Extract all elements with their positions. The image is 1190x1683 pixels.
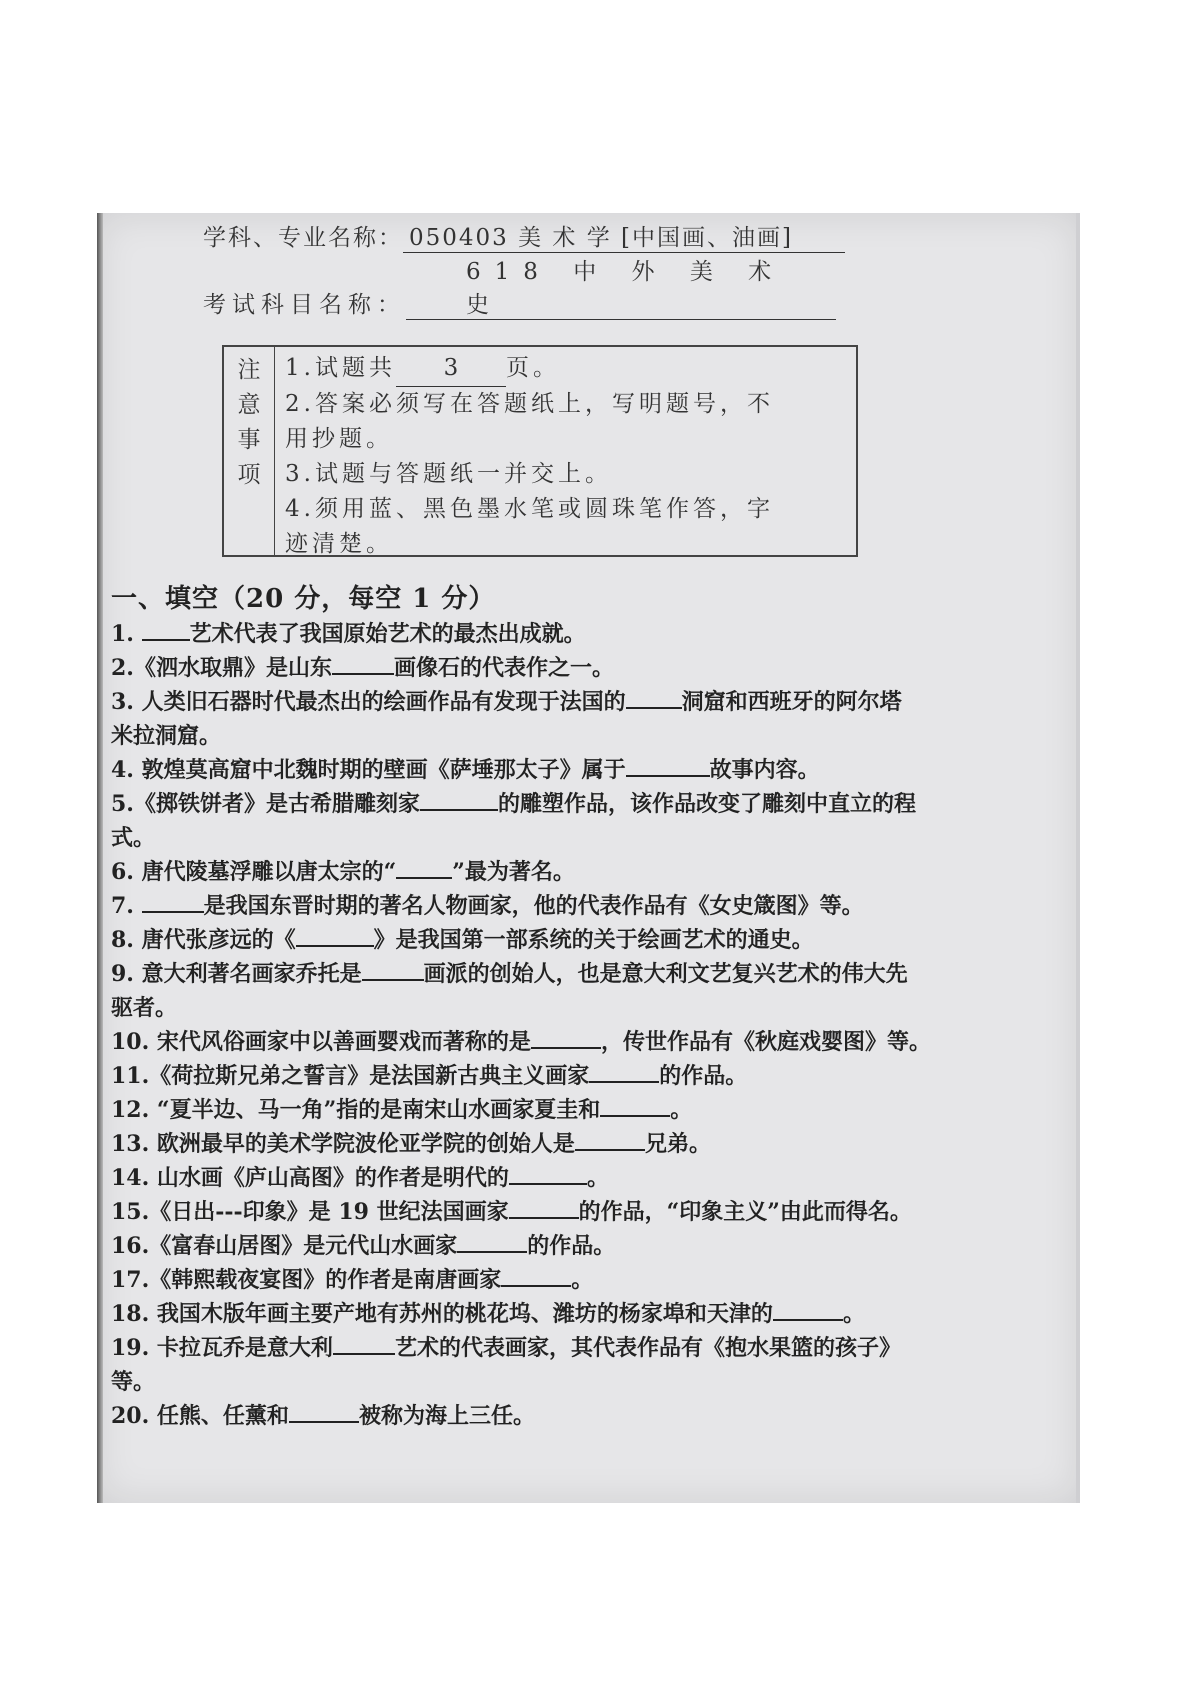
subject-value: 050403 美 术 学 [中国画、油画] [403, 219, 845, 253]
subject-row [203, 219, 845, 253]
notice-item-4: 4.须用蓝、黑色墨水笔或圆珠笔作答，字 [285, 496, 774, 522]
question-16: 16.《富春山居图》是元代山水画家 的作品。 [111, 1233, 616, 1259]
question-12: 12. “夏半边、马一角”指的是南宋山水画家夏圭和 。 [111, 1097, 693, 1123]
question-13: 13. 欧洲最早的美术学院波伦亚学院的创始人是 兄弟。 [111, 1131, 711, 1157]
answer-blank [509, 1163, 587, 1185]
answer-blank [362, 959, 424, 981]
question-14: 14. 山水画《庐山高图》的作者是明代的 。 [111, 1165, 609, 1191]
answer-blank [457, 1231, 527, 1253]
exam-subject-label: 考试科目名称： [203, 292, 406, 318]
question-7: 7. 是我国东晋时期的著名人物画家，他的代表作品有《女史箴图》等。 [111, 893, 864, 919]
answer-blank [773, 1299, 843, 1321]
notice-item-3: 3.试题与答题纸一并交上。 [285, 461, 612, 487]
answer-blank [626, 755, 710, 777]
notice-char: 项 [237, 462, 261, 488]
answer-blank [589, 1061, 659, 1083]
answer-blank [531, 1027, 601, 1049]
notice-box [222, 345, 858, 557]
scanned-exam-page [97, 213, 1080, 1503]
question-17: 17.《韩熙载夜宴图》的作者是南唐画家 。 [111, 1267, 594, 1293]
question-3: 3. 人类旧石器时代最杰出的绘画作品有发现于法国的 洞窟和西班牙的阿尔塔 米拉洞窟。 [111, 689, 902, 749]
answer-blank [289, 1401, 359, 1423]
question-19: 19. 卡拉瓦乔是意大利 艺术的代表画家，其代表作品有《抱水果篮的孩子》 等。 [111, 1335, 901, 1395]
question-9: 9. 意大利著名画家乔托是 画派的创始人，也是意大利文艺复兴艺术的伟大先 驱者。 [111, 961, 908, 1021]
question-list [111, 617, 1071, 1433]
question-5: 5.《掷铁饼者》是古希腊雕刻家 的雕塑作品，该作品改变了雕刻中直立的程 式。 [111, 791, 916, 851]
question-1: 1. 艺术代表了我国原始艺术的最杰出成就。 [111, 621, 586, 647]
question-15: 15.《日出---印象》是 19 世纪法国画家 的作品，“印象主义”由此而得名。 [111, 1199, 912, 1225]
subject-label: 学科、专业名称： [203, 225, 403, 251]
page-count: 3 [396, 351, 506, 387]
question-2: 2.《泗水取鼎》是山东 画像石的代表作之一。 [111, 655, 614, 681]
notice-item-1: 1.试题共 3 页。 [285, 351, 846, 387]
answer-blank [142, 891, 204, 913]
notice-item-4-cont: 迹清楚。 [285, 531, 393, 557]
exam-subject-value: 618 中 外 美 术 史 [406, 253, 836, 320]
notice-char: 注 [237, 357, 261, 383]
exam-subject-row [203, 253, 836, 320]
answer-blank [142, 619, 190, 641]
question-8: 8. 唐代张彦远的《 》是我国第一部系统的关于绘画艺术的通史。 [111, 927, 814, 953]
notice-side-label [224, 347, 275, 555]
answer-blank [396, 857, 452, 879]
answer-blank [626, 687, 682, 709]
answer-blank [501, 1265, 571, 1287]
answer-blank [332, 653, 394, 675]
question-20: 20. 任熊、任薰和 被称为海上三任。 [111, 1403, 535, 1429]
notice-item-2-cont: 用抄题。 [285, 426, 393, 452]
answer-blank [600, 1095, 670, 1117]
notice-body [275, 347, 856, 555]
question-6: 6. 唐代陵墓浮雕以唐太宗的“ ”最为著名。 [111, 859, 575, 885]
notice-char: 事 [237, 427, 261, 453]
answer-blank [509, 1197, 579, 1219]
notice-char: 意 [237, 392, 261, 418]
notice-item-2: 2.答案必须写在答题纸上，写明题号，不 [285, 391, 774, 417]
answer-blank [333, 1333, 395, 1355]
answer-blank [296, 925, 374, 947]
question-11: 11.《荷拉斯兄弟之誓言》是法国新古典主义画家 的作品。 [111, 1063, 748, 1089]
answer-blank [420, 789, 498, 811]
section-title: 一、填空（20 分，每空 1 分） [111, 584, 496, 614]
question-4: 4. 敦煌莫高窟中北魏时期的壁画《萨埵那太子》属于 故事内容。 [111, 757, 820, 783]
question-10: 10. 宋代风俗画家中以善画婴戏而著称的是 ，传世作品有《秋庭戏婴图》等。 [111, 1029, 931, 1055]
question-18: 18. 我国木版年画主要产地有苏州的桃花坞、潍坊的杨家埠和天津的 。 [111, 1301, 865, 1327]
answer-blank [575, 1129, 645, 1151]
